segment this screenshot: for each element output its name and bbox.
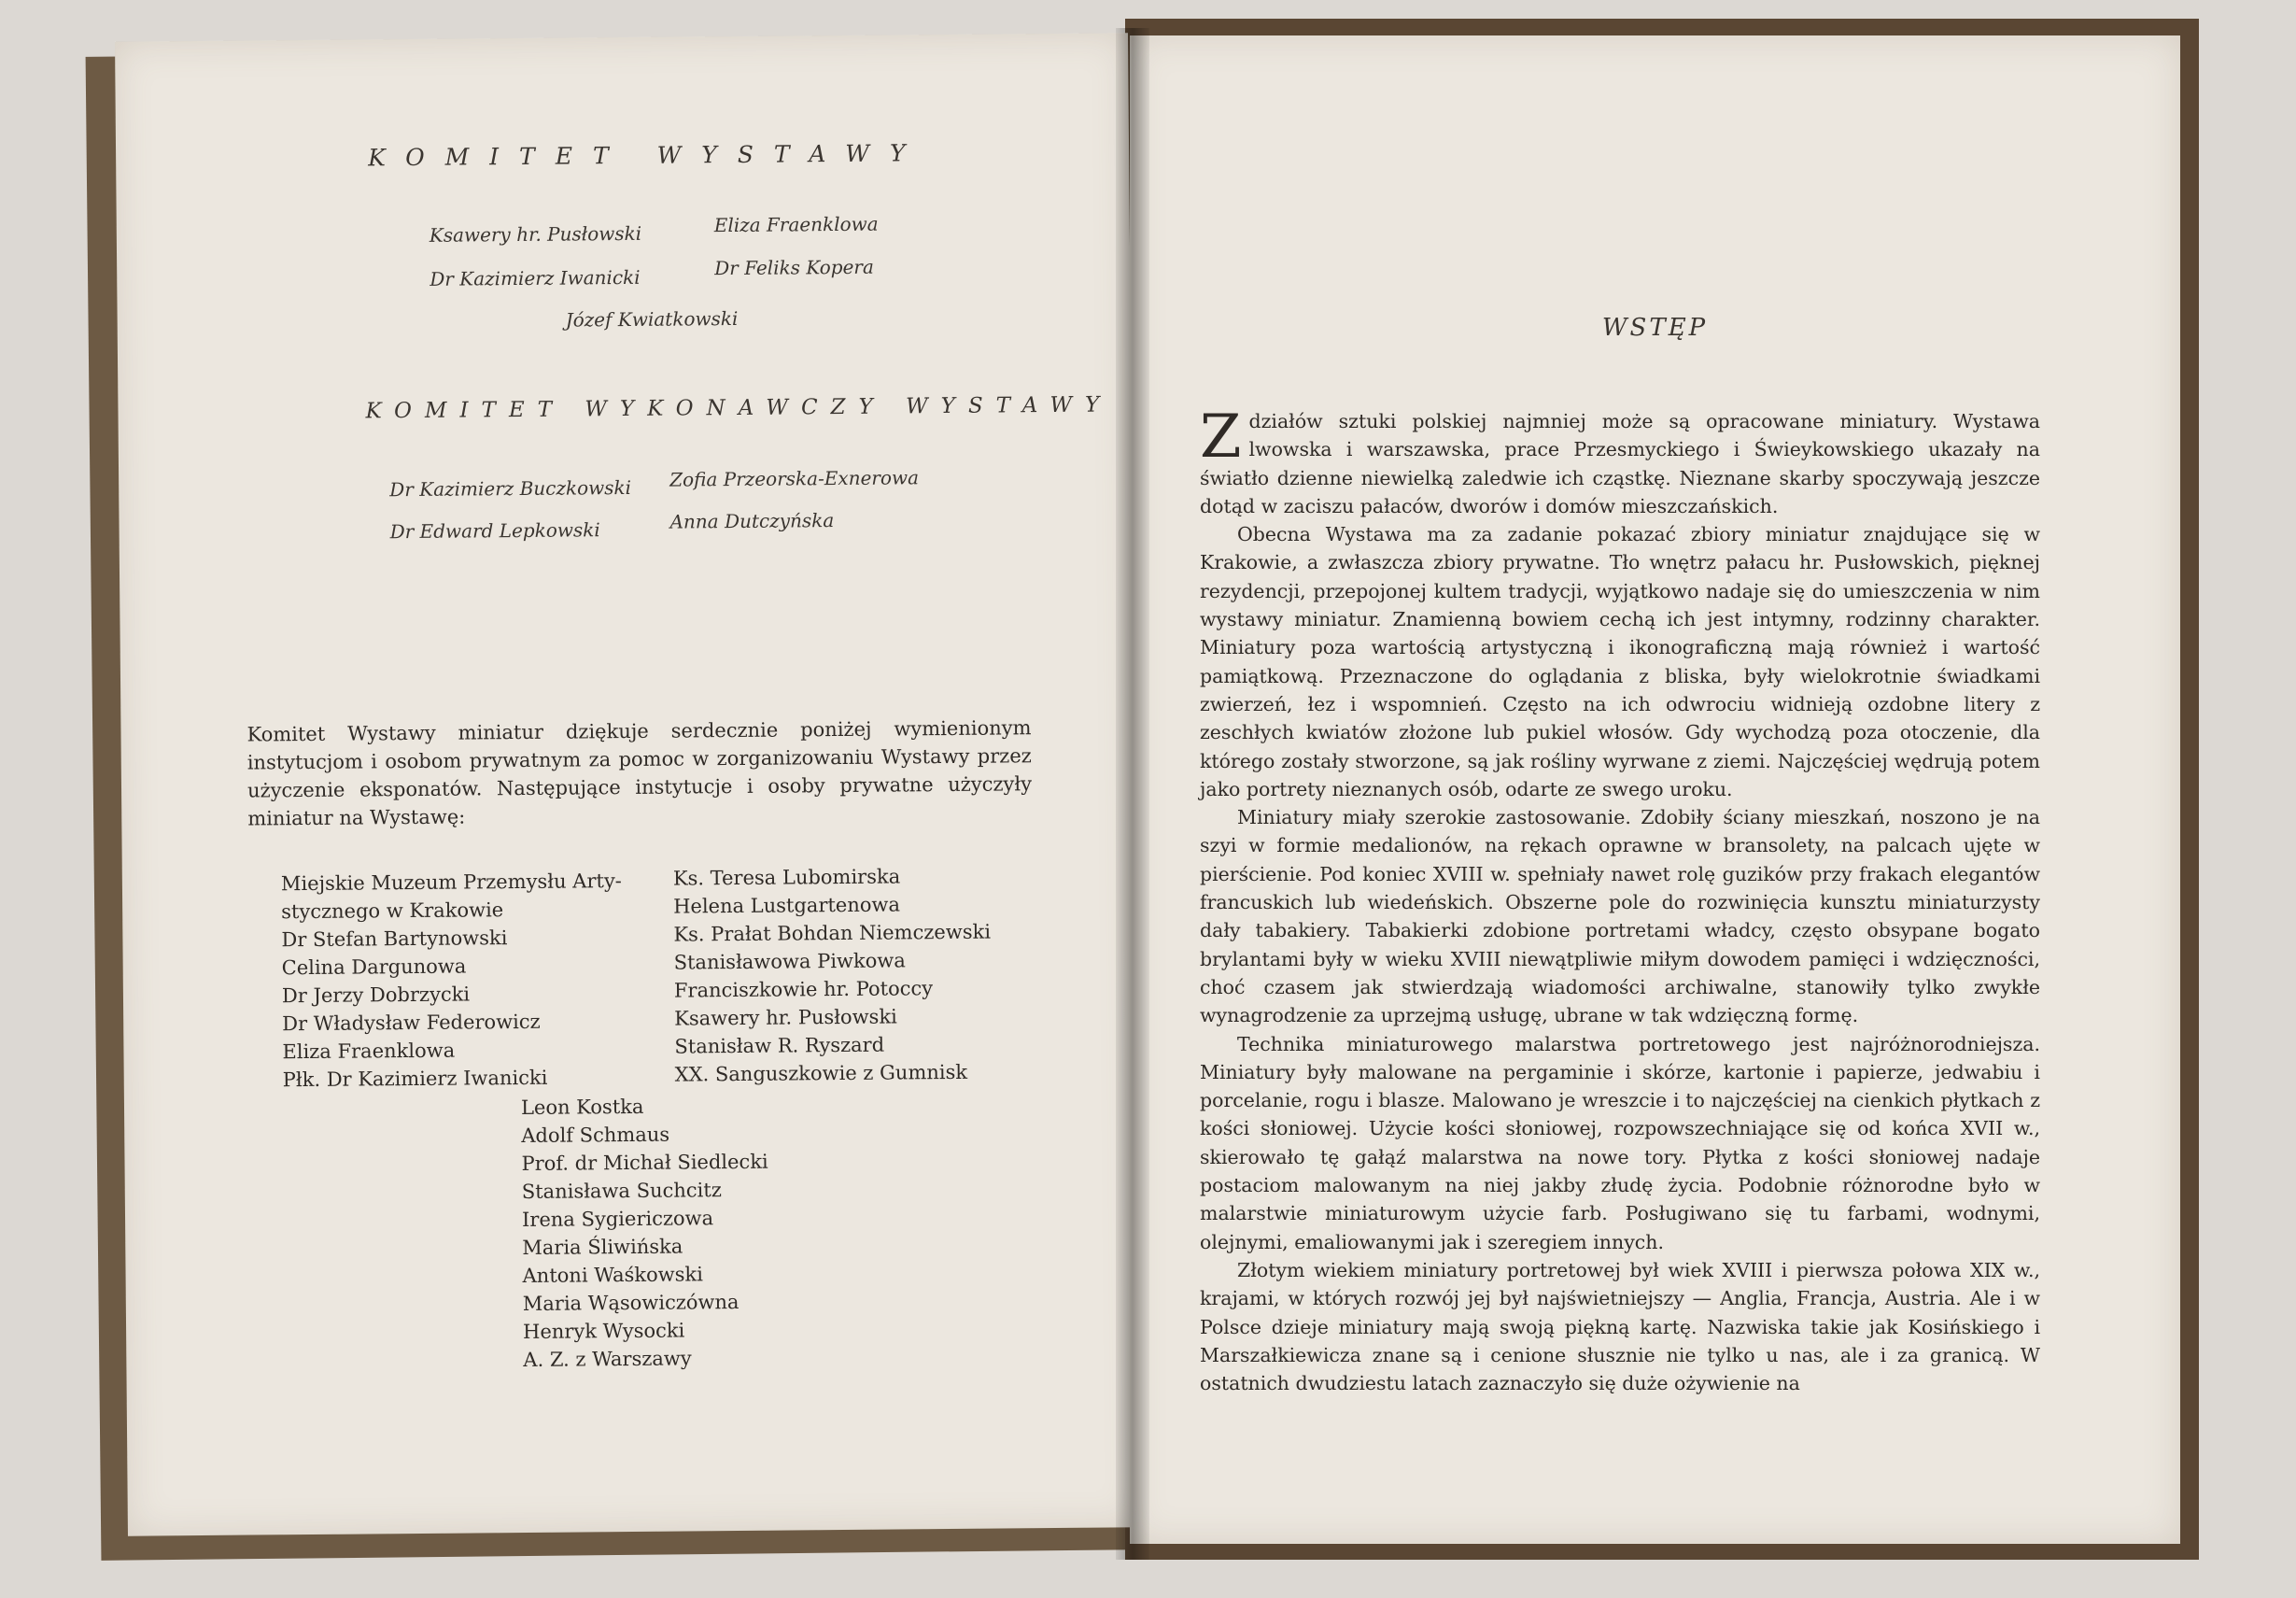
book-gutter [1116, 28, 1149, 1560]
lender-name: A. Z. z Warszawy [523, 1347, 692, 1372]
lender-name: Helena Lustgartenowa [673, 893, 901, 918]
lenders-column-2 [673, 862, 993, 1089]
committee-member: Józef Kwiatkowski [565, 306, 739, 332]
lender-name: Celina Dargunowa [281, 955, 467, 980]
executive-member: Dr Edward Lepkowski [389, 518, 600, 544]
lenders-column-3 [521, 1092, 770, 1374]
paragraph: Obecna Wystawa ma za zadanie pokazać zbiory miniatur znajdujące się w Krakowie, a zwłaszcza zbiory prywatne. Tło wnętrz pałacu hr. Pusłowskich, pięknej rezydencji, przepojonej kultem tradycji, wyjątkowo nadaje się do umieszczenia w nim wystawy miniatur. Znamienną bowiem cechą ich jest intymny, rodzinny charakter. Miniatury poza wartością artystyczną i ikonograficzną mają również i wartość pamiątkową. Przeznaczone do oglądania z bliska, były wielokrotnie świadkami zwierzeń, łez i wspomnień. Często na ich odwrociu widnieją ozdobne litery z zeschłych kwiatów złożone lub pukiel włosów. Gdy wychodzą poza otoczenie, dla którego zostały stworzone, są jak rośliny wyrwane z ziemi. Najczęściej wędrują potem jako portrety nieznanych osób, odarte ze swego uroku. [1200, 523, 2040, 800]
lender-name: Maria Śliwińska [522, 1235, 683, 1260]
lender-name: Adolf Schmaus [521, 1123, 670, 1148]
lender-name: Maria Wąsowiczówna [522, 1290, 740, 1316]
lender-name: Leon Kostka [520, 1095, 644, 1120]
lender-name: Eliza Fraenklowa [282, 1039, 456, 1064]
executive-member: Dr Kazimierz Buczkowski [389, 475, 632, 502]
executive-heading: KOMITET WYKONAWCZY WYSTAWY [365, 392, 1113, 424]
page-title: WSTĘP [1601, 314, 1709, 342]
committee-heading: KOMITET WYSTAWY [368, 139, 926, 172]
lender-name: Ks. Teresa Lubomirska [672, 865, 901, 890]
lender-name: Ks. Prałat Bohdan Niemczewski [673, 920, 992, 946]
executive-member: Anna Dutczyńska [669, 509, 835, 533]
drop-cap: Z [1200, 403, 1242, 472]
lender-name: XX. Sanguszkowie z Gumnisk [674, 1060, 968, 1086]
paragraph: Miniatury miały szerokie zastosowanie. Zdobiły ściany mieszkań, noszono je na szyi w formie medalionów, na rękach oprawne w bransolety, na palcach ujęte w pierścienie. Pod koniec XVIII w. spełniały nawet rolę guzików przy frakach elegantów francuskich lub wiedeńskich. Obszerne pole do rozwinięcia kunsztu miniaturzysty dały tabakiery. Tabakierki zdobione portretami władcy, często obsypane bogato brylantami były w wieku XVIII niewątpliwie miłym dowodem pamięci i wdzięczności, choć czasem jak stwierdzają wiadomości archiwalne, stanowiły tylko zwykłe wynagrodzenie za uprzejmą usługę, ubrane w tak wdzięczną formę. [1200, 806, 2040, 1027]
lender-name: Franciszkowie hr. Potoccy [673, 977, 934, 1002]
right-page [1130, 35, 2180, 1544]
paragraph-text: działów sztuki polskiej najmniej może są opracowane miniatury. Wystawa lwowska i warszawska, prace Przesmyckiego i Świeykowskiego ukazały na światło dzienne niewielką zaledwie ich cząstkę. Nieznane skarby spoczywają jeszcze dotąd w zaciszu pałaców, dworów i domów mieszczańskich. [1200, 410, 2040, 517]
lender-name: Prof. dr Michał Siedlecki [521, 1150, 768, 1176]
lender-name: Dr Władysław Federowicz [282, 1010, 541, 1036]
lender-name: Antoni Waśkowski [522, 1263, 703, 1288]
executive-member: Zofia Przeorska-Exnerowa [669, 466, 920, 491]
paragraph: Złotym wiekiem miniatury portretowej był wiek XVIII i pierwsza połowa XIX w., krajami, w których rozwój jej był najświetniejszy — Anglia, Francja, Austria. Ale i w Polsce dzieje miniatury mają swoją piękną kartę. Nazwiska takie jak Kosińskiego i Marszałkiewicza znane są i cenione słusznie nie tylko u nas, ale i za granicą. W ostatnich dwudziestu latach zaznaczyło się duże ożywienie na [1200, 1258, 2040, 1395]
lender-name: Miejskie Muzeum Przemysłu Arty- [280, 870, 622, 896]
committee-member: Eliza Fraenklowa [713, 212, 879, 237]
lender-name: Dr Stefan Bartynowski [281, 926, 508, 952]
lender-name: Płk. Dr Kazimierz Iwanicki [282, 1066, 548, 1092]
committee-member: Dr Kazimierz Iwanicki [430, 265, 641, 290]
paragraph [1200, 403, 2040, 520]
lender-name: Stanisława Suchcitz [521, 1179, 722, 1204]
committee-member: Dr Feliks Kopera [714, 255, 874, 280]
lender-name: Stanisławowa Piwkowa [673, 949, 906, 974]
lenders-column-1 [281, 867, 624, 1094]
body-text [1200, 403, 2040, 1397]
left-page [115, 33, 1141, 1535]
lender-name: Ksawery hr. Pusłowski [674, 1005, 897, 1030]
committee-member: Ksawery hr. Pusłowski [429, 221, 642, 247]
paragraph: Technika miniaturowego malarstwa portretowego jest najróżnorodniejsza. Miniatury były malowane na pergaminie i skórze, kartonie i papierze, jedwabiu i porcelanie, rogu i blasze. Malowano je wreszcie i to najczęściej na cienkich płytkach z kości słoniowej. Użycie kości słoniowej, rozpowszechniające się od końca XVII w., skierowało tę gałąź malarstwa na nowe tory. Płytka z kości słoniowej nadaje postaciom malowanym na niej jakby złudę życia. Podobnie różnorodne było w malarstwie miniaturowym użycie farb. Posługiwano się tu farbami, wodnymi, olejnymi, emaliowanymi jak i szeregiem innych. [1200, 1032, 2040, 1253]
lender-name: Dr Jerzy Dobrzycki [281, 983, 471, 1008]
lender-name: Henryk Wysocki [523, 1319, 685, 1344]
lender-name: stycznego w Krakowie [281, 898, 504, 924]
lender-name: Irena Sygiericzowa [521, 1207, 714, 1232]
thanks-paragraph: Komitet Wystawy miniatur dziękuje serdecznie poniżej wymienionym instytucjom i osobom prywatnym za pomoc w zorganizowaniu Wystawy przez użyczenie eksponatów. Następujące instytucje i osoby prywatne użyczyły miniatur na Wystawę: [247, 716, 1033, 830]
lender-name: Stanisław R. Ryszard [674, 1033, 885, 1058]
